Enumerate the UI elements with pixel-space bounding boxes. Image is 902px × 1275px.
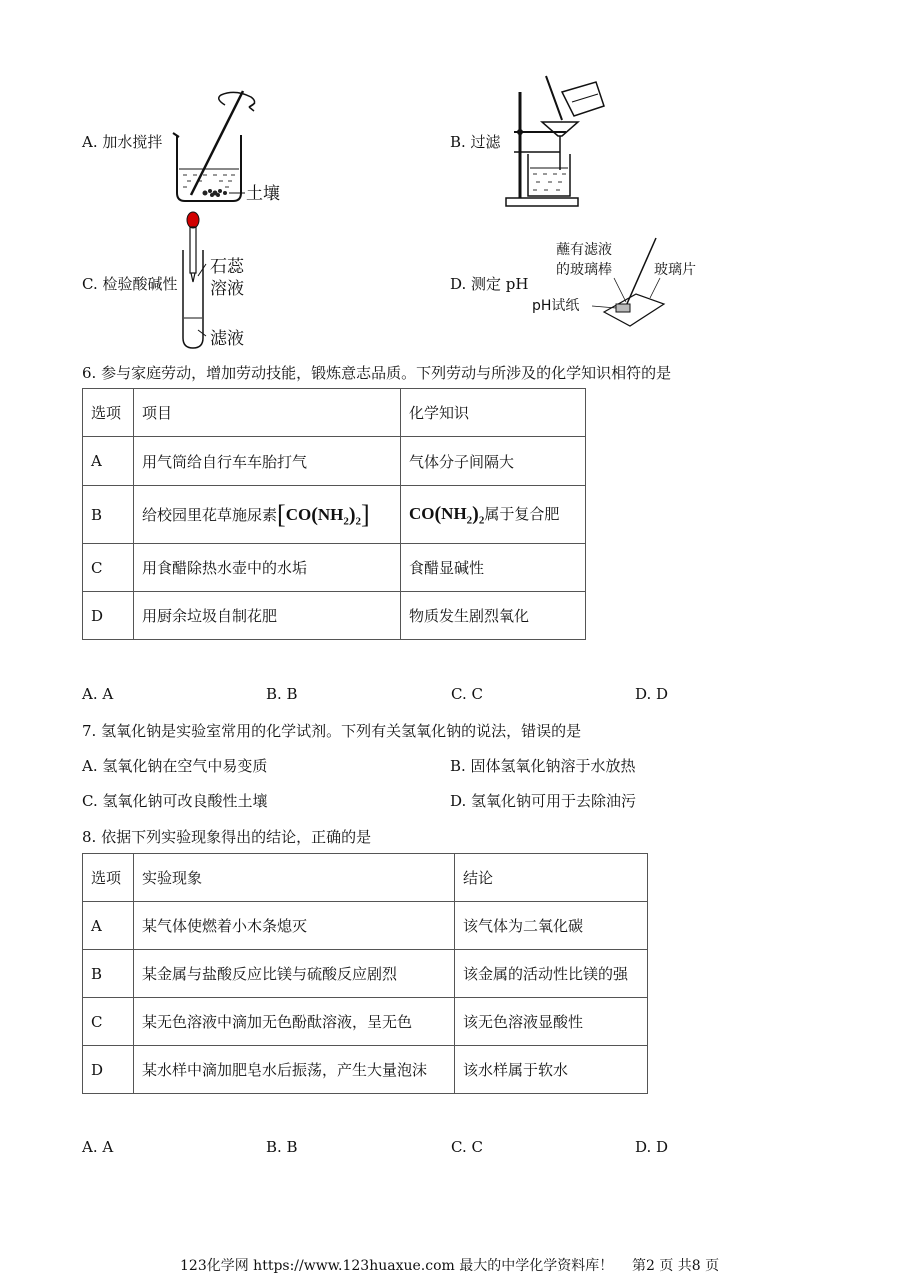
urea-formula: $CO(NH_2)_2$	[409, 502, 485, 527]
table-row	[83, 592, 586, 640]
knowledge-cell: 物质发生剧烈氧化	[401, 592, 586, 640]
q6-choice-d: D. D	[635, 685, 669, 703]
q6-choice-a: A. A	[82, 685, 114, 703]
conclusion-cell: 该金属的活动性比镁的强	[455, 950, 648, 998]
option-cell: D	[83, 1046, 134, 1094]
urea-formula: $[CO(NH_2)_2]$	[277, 499, 370, 529]
soil-label: 土壤	[246, 184, 280, 204]
q7-option-c: C. 氢氧化钠可改良酸性土壤	[82, 792, 268, 810]
q8-stem: 8. 依据下列实验现象得出的结论，正确的是	[82, 828, 372, 846]
test-tube-figure	[178, 210, 258, 352]
phenomenon-cell: 某水样中滴加肥皂水后振荡，产生大量泡沫	[134, 1046, 455, 1094]
q6-choice-c: C. C	[451, 685, 483, 703]
knowledge-cell: 食醋显碱性	[401, 544, 586, 592]
option-cell: D	[83, 592, 134, 640]
q5-option-c: C. 检验酸碱性	[82, 275, 178, 293]
table-row	[83, 1046, 648, 1094]
q6-stem: 6. 参与家庭劳动，增加劳动技能，锻炼意志品质。下列劳动与所涉及的化学知识相符的是	[82, 364, 672, 382]
table-header-row	[83, 854, 648, 902]
knowledge-cell: 气体分子间隔大	[401, 437, 586, 486]
q6-choice-b: B. B	[266, 685, 298, 703]
option-cell: A	[83, 437, 134, 486]
glass-label: 玻璃片	[654, 262, 696, 278]
header-cell: 实验现象	[134, 854, 455, 902]
conclusion-cell: 该无色溶液显酸性	[455, 998, 648, 1046]
table-row	[83, 486, 586, 544]
ph-test-figure	[530, 232, 705, 332]
table-row	[83, 902, 648, 950]
knowledge-cell	[401, 486, 586, 544]
item-cell: 用气筒给自行车车胎打气	[134, 437, 401, 486]
conclusion-cell: 该水样属于软水	[455, 1046, 648, 1094]
item-text: 给校园里花草施尿素	[142, 505, 278, 524]
ph-paper-label: pH试纸	[532, 298, 580, 314]
option-cell: B	[83, 950, 134, 998]
item-cell: 用厨余垃圾自制花肥	[134, 592, 401, 640]
phenomenon-cell: 某金属与盐酸反应比镁与硫酸反应剧烈	[134, 950, 455, 998]
header-cell: 选项	[83, 854, 134, 902]
table-row	[83, 437, 586, 486]
option-cell: C	[83, 544, 134, 592]
header-cell: 结论	[455, 854, 648, 902]
phenomenon-cell: 某无色溶液中滴加无色酚酞溶液，呈无色	[134, 998, 455, 1046]
header-cell: 项目	[134, 389, 401, 437]
litmus-label-1: 石蕊	[210, 257, 244, 277]
filtration-figure	[500, 72, 615, 210]
filtrate-label: 滤液	[210, 329, 244, 349]
item-cell: 用食醋除热水壶中的水垢	[134, 544, 401, 592]
phenomenon-cell: 某气体使燃着小木条熄灭	[134, 902, 455, 950]
option-cell: A	[83, 902, 134, 950]
q8-table	[82, 853, 648, 1094]
conclusion-cell: 该气体为二氧化碳	[455, 902, 648, 950]
footer-page-number: 第2 页 共8 页	[632, 1258, 720, 1274]
option-cell: B	[83, 486, 134, 544]
item-cell	[134, 486, 401, 544]
table-header-row	[83, 389, 586, 437]
table-row	[83, 544, 586, 592]
header-cell: 化学知识	[401, 389, 586, 437]
q7-option-b: B. 固体氢氧化钠溶于水放热	[450, 757, 636, 775]
q8-choice-d: D. D	[635, 1138, 669, 1156]
q8-choice-a: A. A	[82, 1138, 114, 1156]
q8-choice-c: C. C	[451, 1138, 483, 1156]
q7-stem: 7. 氢氧化钠是实验室常用的化学试剂。下列有关氢氧化钠的说法，错误的是	[82, 722, 582, 740]
knowledge-text: 属于复合肥	[484, 504, 560, 523]
beaker-stirring-figure	[165, 85, 290, 210]
q8-choice-b: B. B	[266, 1138, 298, 1156]
rod-label-1: 蘸有滤液	[556, 242, 612, 258]
litmus-label-2: 溶液	[210, 279, 244, 299]
option-cell: C	[83, 998, 134, 1046]
footer-site: 123化学网 https://www.123huaxue.com 最大的中学化学资料库！	[180, 1258, 614, 1274]
table-row	[83, 950, 648, 998]
table-row	[83, 998, 648, 1046]
q7-option-d: D. 氢氧化钠可用于去除油污	[450, 792, 637, 810]
q7-option-a: A. 氢氧化钠在空气中易变质	[82, 757, 268, 775]
q5-option-d: D. 测定 pH	[450, 275, 529, 293]
q5-option-a: A. 加水搅拌	[82, 133, 163, 151]
header-cell: 选项	[83, 389, 134, 437]
q6-table	[82, 388, 586, 640]
q5-option-b: B. 过滤	[450, 133, 501, 151]
rod-label-2: 的玻璃棒	[556, 262, 612, 278]
